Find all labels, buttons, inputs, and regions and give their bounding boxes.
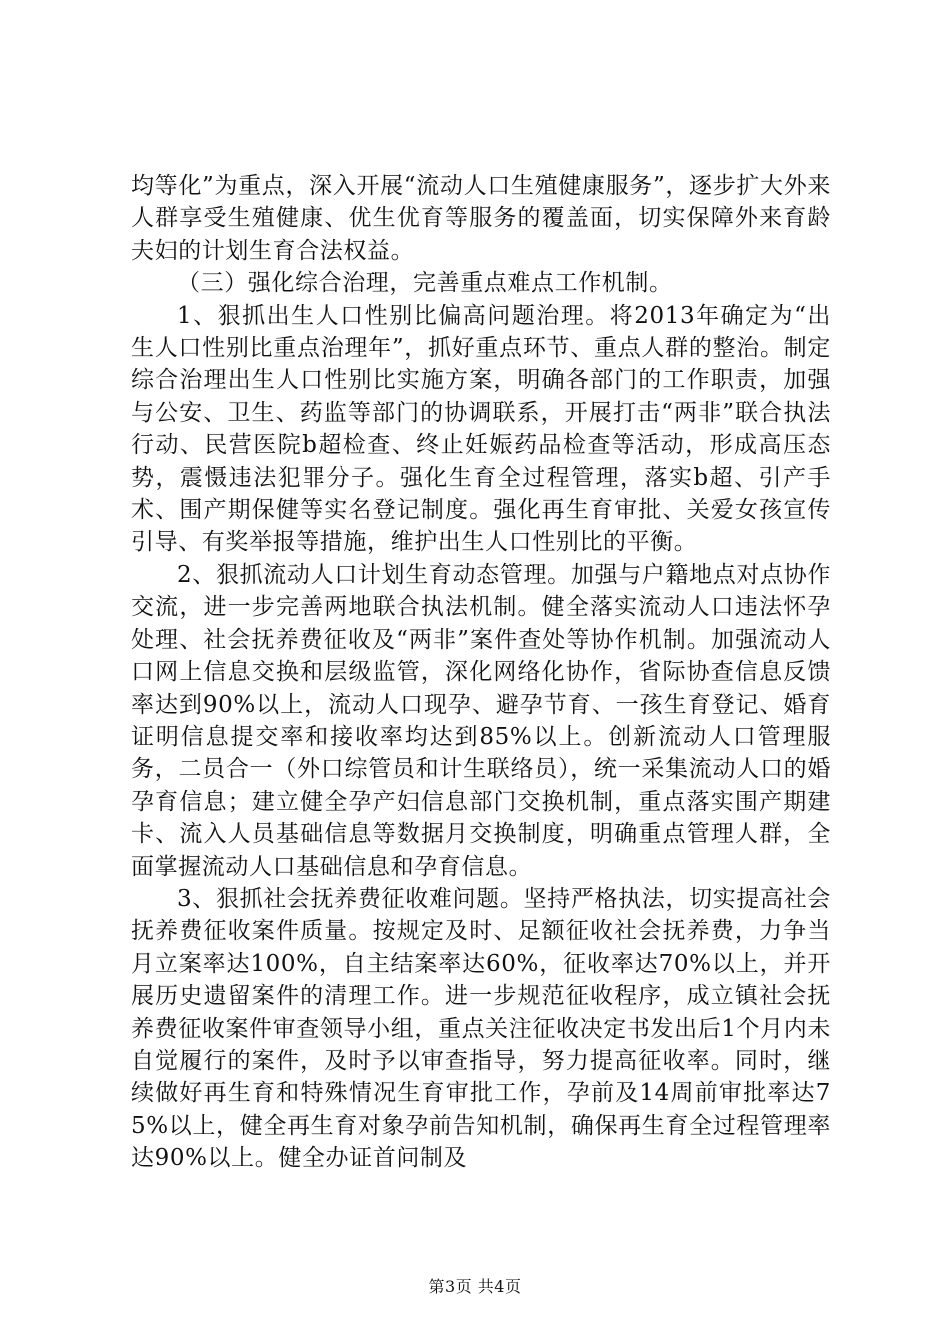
- section-heading-three: （三）强化综合治理，完善重点难点工作机制。: [177, 270, 673, 297]
- paragraph-item-3: 3、狠抓社会抚养费征收难问题。坚持严格执法，切实提高社会抚养费征收案件质量。按规定及时、足额征收社会抚养费，力争当月立案率达100%，自主结案率达60%，征收率达70%以上，并开展历史遗留案件的清理工作。进一步规范征收程序，成立镇社会抚养费征收案件审查领导小组，重点关注征收决定书发出后1个月内未自觉履行的案件，及时予以审查指导，努力提高征收率。同时，继续做好再生育和特殊情况生育审批工作，孕前及14周前审批率达75%以上，健全再生育对象孕前告知机制，确保再生育全过程管理率达90%以上。健全办证首问制及: [131, 885, 831, 1172]
- paragraph-item-2: 2、狠抓流动人口计划生育动态管理。加强与户籍地点对点协作交流，进一步完善两地联合执法机制。健全落实流动人口违法怀孕处理、社会抚养费征收及“两非”案件查处等协作机制。加强流动人口网上信息交换和层级监管，深化网络化协作，省际协查信息反馈率达到90%以上，流动人口现孕、避孕节育、一孩生育登记、婚育证明信息提交率和接收率均达到85%以上。创新流动人口管理服务，二员合一（外口综管员和计生联络员），统一采集流动人口的婚孕育信息；建立健全孕产妇信息部门交换机制，重点落实围产期建卡、流入人员基础信息等数据月交换制度，明确重点管理人群，全面掌握流动人口基础信息和孕育信息。: [131, 561, 831, 880]
- page-footer: 第3页 共4页: [428, 1277, 522, 1296]
- paragraph-continuation: 均等化”为重点，深入开展“流动人口生殖健康服务”，逐步扩大外来人群享受生殖健康、优生优育等服务的覆盖面，切实保障外来育龄夫妇的计划生育合法权益。: [131, 173, 831, 264]
- document-body: [131, 170, 831, 1175]
- paragraph-item-1: 1、狠抓出生人口性别比偏高问题治理。将2013年确定为“出生人口性别比重点治理年”，抓好重点环节、重点人群的整治。制定综合治理出生人口性别比实施方案，明确各部门的工作职责，加强与公安、卫生、药监等部门的协调联系，开展打击“两非”联合执法行动、民营医院b超检查、终止妊娠药品检查等活动，形成高压态势，震慑违法犯罪分子。强化生育全过程管理，落实b超、引产手术、围产期保健等实名登记制度。强化再生育审批、关爱女孩宣传引导、有奖举报等措施，维护出生人口性别比的平衡。: [131, 302, 831, 556]
